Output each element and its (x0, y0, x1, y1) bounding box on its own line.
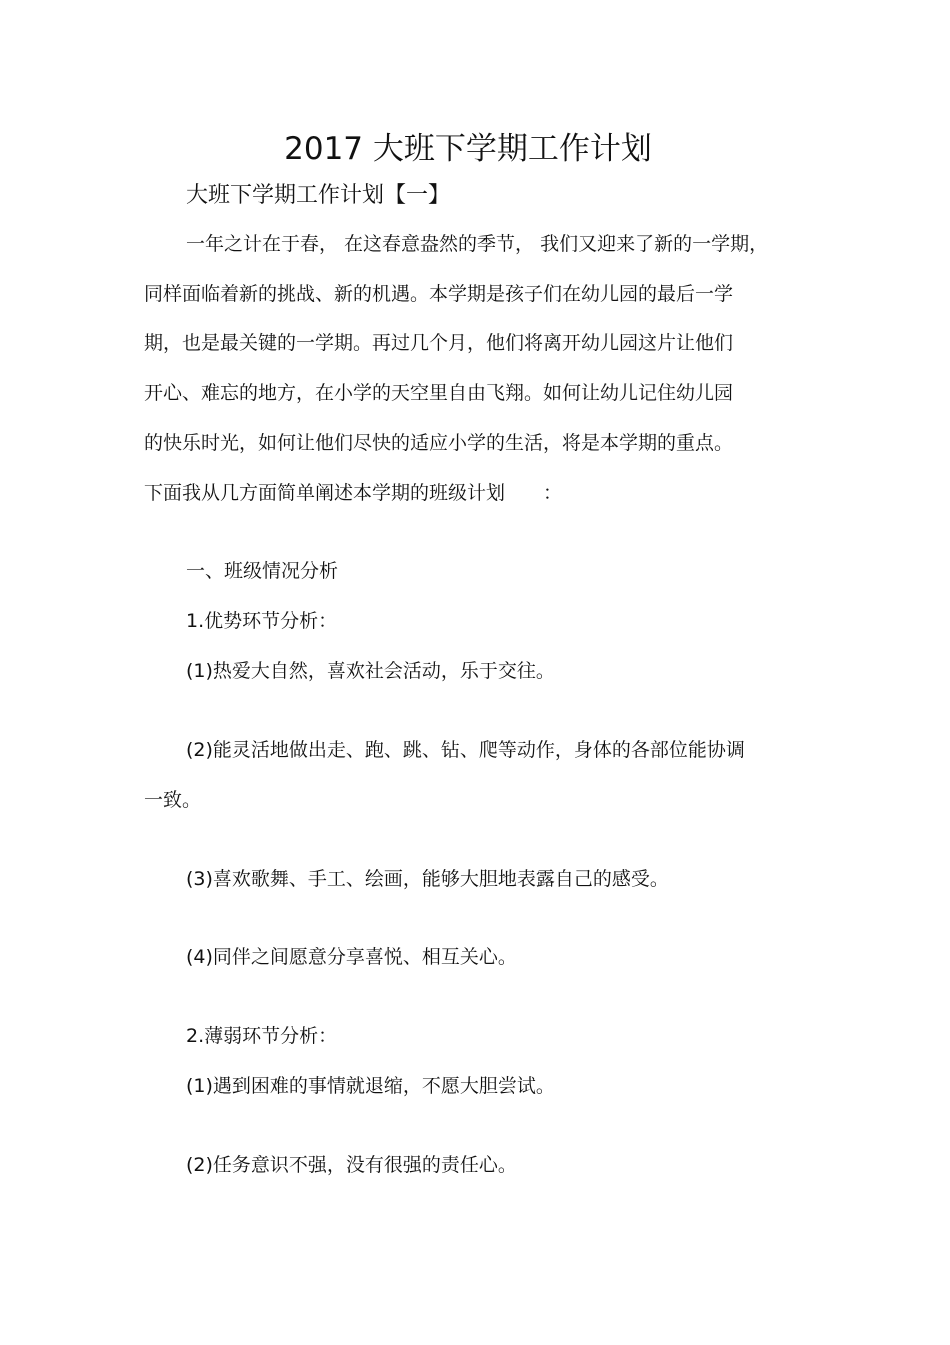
strengths-heading: 1.优势环节分析： (186, 610, 338, 632)
strength-item-2-line-2: 一致。 (144, 789, 202, 811)
weaknesses-heading: 2.薄弱环节分析： (186, 1025, 338, 1047)
intro-line-6: 下面我从几方面简单阐述本学期的班级计划 ： (144, 482, 563, 504)
strength-item-4: (4)同伴之间愿意分享喜悦、相互关心。 (186, 946, 517, 968)
weakness-item-2: (2)任务意识不强，没有很强的责任心。 (186, 1154, 517, 1176)
intro-line-2: 同样面临着新的挑战、新的机遇。本学期是孩子们在幼儿园的最后一学 (144, 283, 734, 305)
intro-line-4: 开心、难忘的地方，在小学的天空里自由飞翔。如何让幼儿记住幼儿园 (144, 382, 734, 404)
section-heading: 一、班级情况分析 (186, 560, 339, 582)
weakness-item-1: (1)遇到困难的事情就退缩，不愿大胆尝试。 (186, 1075, 555, 1097)
document-title: 2017 大班下学期工作计划 (284, 131, 652, 167)
intro-line-3: 期，也是最关键的一学期。再过几个月，他们将离开幼儿园这片让他们 (144, 332, 734, 354)
strength-item-2-line-1: (2)能灵活地做出走、跑、跳、钻、爬等动作，身体的各部位能协调 (186, 739, 745, 761)
intro-line-5: 的快乐时光，如何让他们尽快的适应小学的生活，将是本学期的重点。 (144, 432, 734, 454)
intro-line-1: 一年之计在于春， 在这春意盎然的季节， 我们又迎来了新的一学期， (186, 233, 769, 255)
document-subtitle: 大班下学期工作计划【一】 (186, 183, 451, 208)
strength-item-1: (1)热爱大自然，喜欢社会活动，乐于交往。 (186, 660, 555, 682)
strength-item-3: (3)喜欢歌舞、手工、绘画，能够大胆地表露自己的感受。 (186, 868, 669, 890)
